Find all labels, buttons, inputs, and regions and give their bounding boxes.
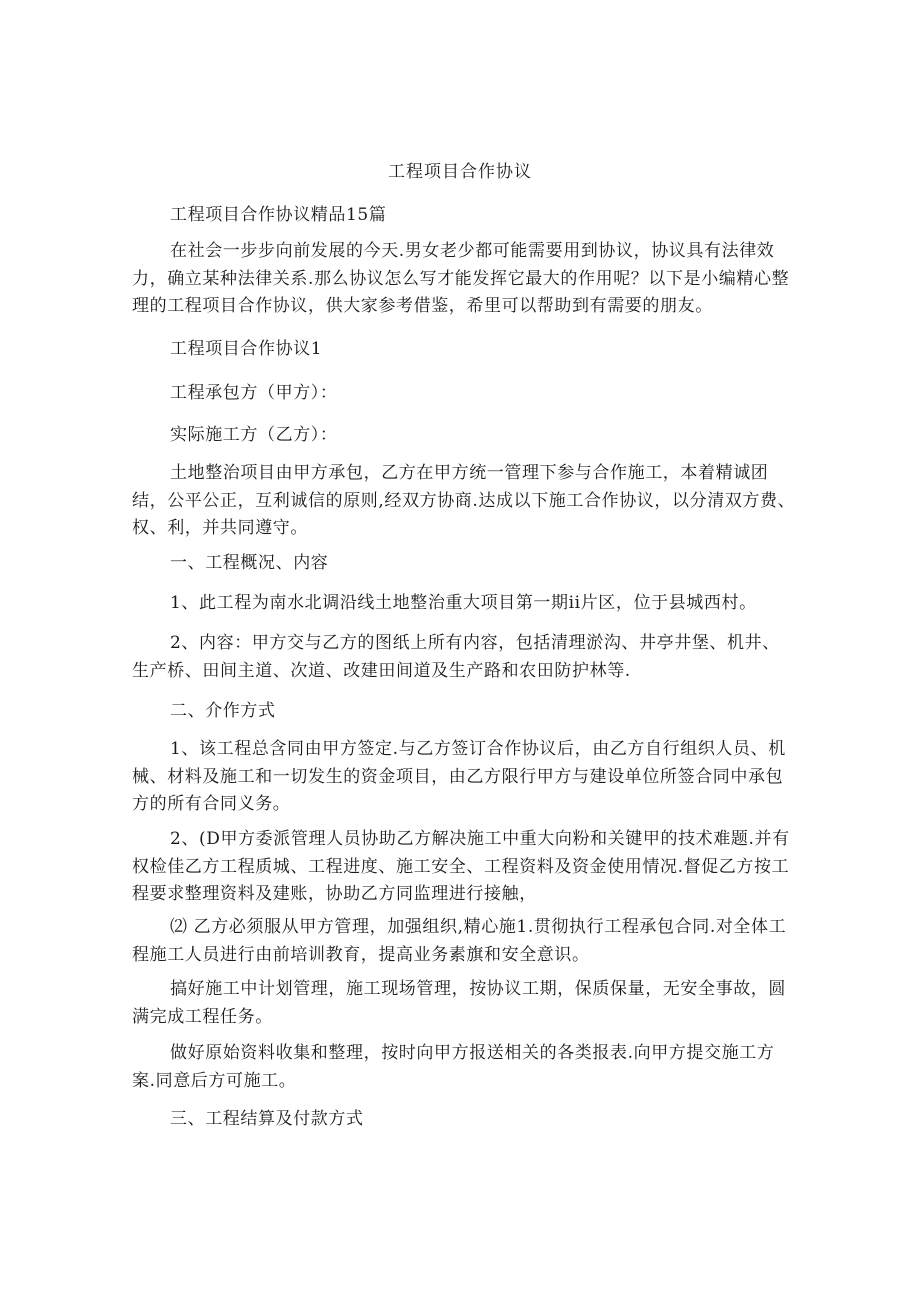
paragraph-subtitle: 工程项目合作协议精品15篇 [170,205,387,225]
paragraph-section-1-item-2: 2、内容：甲方交与乙方的图纸上所有内容，包括清理淤沟、井亭井堡、机井、生产桥、田间主道、次道、改建田间道及生产路和农田防护林等. [132,633,780,681]
paragraph-section-3-heading: 三、工程结算及付款方式 [170,1109,364,1129]
paragraph-preamble: 土地整治项目由甲方承包，乙方在甲方统一管理下参与合作施工，本着精诚团结，公平公正，互利诚信的原则,经双方协商.达成以下施工合作协议，以分清双方费、权、利，并共同遵守。 [132,463,796,538]
paragraph-section-2-item-2: 2、(D甲方委派管理人员协助乙方解决施工中重大向粉和关键甲的技术难题.并有权检佳乙方工程质城、工程进度、施工安全、工程资料及资金使用情况.督促乙方按工程要求整理资料及建账，协助乙方同监理进行接触， [132,829,790,904]
paragraph-party-b: 实际施工方（乙方）： [170,425,338,445]
paragraph-heading-agreement-1: 工程项目合作协议1 [170,339,323,359]
document-title: 工程项目合作协议 [388,162,532,182]
paragraph-section-1-heading: 一、工程概况、内容 [170,553,329,573]
paragraph-records: 做好原始资料收集和整理，按时向甲方报送相关的各类报表.向甲方提交施工方案.同意后方可施工。 [132,1043,775,1091]
paragraph-section-2-item-2b: ⑵ 乙方必须服从甲方管理，加强组织,精心施1.贯彻执行工程承包合同.对全体工程施工人员进行由前培训教育，提高业务素旗和安全意识。 [132,917,787,965]
paragraph-section-1-item-1: 1、此工程为南水北调沿线土地整治重大项目第一期ii片区，位于县城西村。 [170,593,757,613]
paragraph-party-a: 工程承包方（甲方）： [170,383,338,403]
paragraph-section-2-heading: 二、介作方式 [170,701,276,721]
paragraph-section-2-item-1: 1、该工程总含同由甲方签定.与乙方签订合作协议后，由乙方自行组织人员、机械、材料及施工和一切发生的资金项目，由乙方限行甲方与建设单位所签合同中承包方的所有合同义务。 [132,739,786,814]
paragraph-planning: 搞好施工中计划管理，施工现场管理，按协议工期，保质保量，无安全事故，圆满完成工程任务。 [132,979,786,1027]
paragraph-intro: 在社会一步步向前发展的今天.男女老少都可能需要用到协议，协议具有法律效力，确立某种法律关系.那么协议怎么写才能发挥它最大的作用呢？以下是小编精心整理的工程项目合作协议，供大家参考借鉴，希里可以帮助到有需要的朋友。 [132,241,790,316]
